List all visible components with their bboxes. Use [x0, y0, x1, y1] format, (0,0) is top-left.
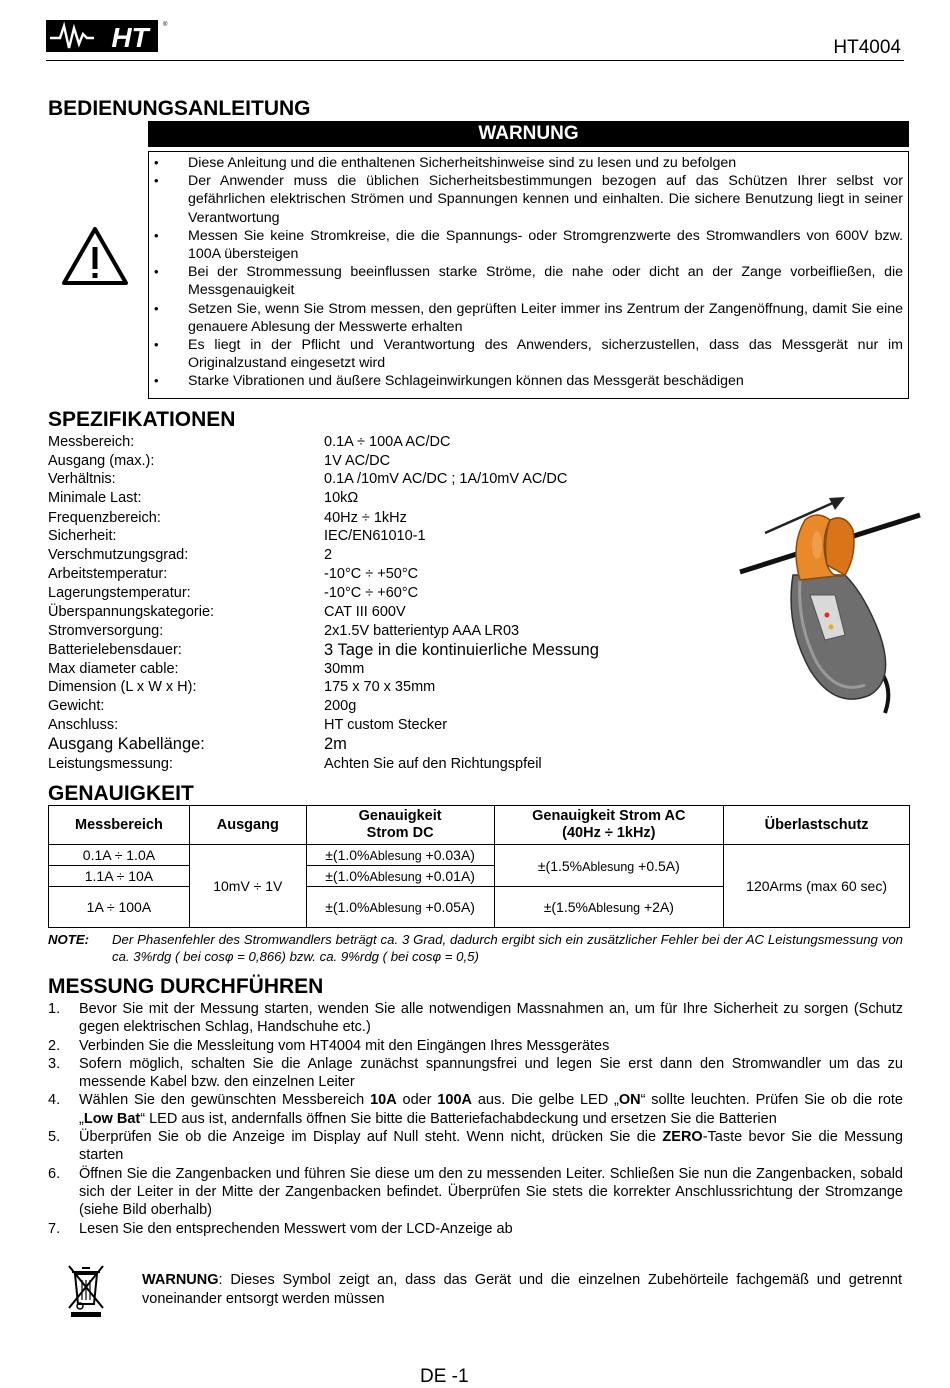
header-dc: Genauigkeit Strom DC: [306, 806, 494, 845]
procedure-step: [48, 1055, 903, 1092]
spec-value: 200g: [324, 698, 357, 714]
step-bold: ON: [618, 1092, 641, 1109]
ac-accuracy-cell: [494, 845, 724, 887]
spec-key: Anschluss:: [48, 717, 119, 733]
spec-key: Ausgang Kabellänge:: [48, 735, 205, 753]
spec-key: Batterielebensdauer:: [48, 642, 182, 658]
spec-value: 1V AC/DC: [324, 453, 391, 469]
dc-mid: Ablesung: [369, 901, 422, 915]
step-number: 5.: [48, 1129, 61, 1146]
spec-key: Verhältnis:: [48, 471, 116, 487]
disposal-warning: [142, 1271, 902, 1308]
warning-triangle-icon: [60, 225, 130, 287]
spec-key: Minimale Last:: [48, 490, 142, 506]
step-text: Verbinden Sie die Messleitung vom HT4004 mit den Eingängen Ihres Messgerätes: [79, 1037, 610, 1054]
step-text: Lesen Sie den entsprechenden Messwert vom der LCD-Anzeige ab: [79, 1220, 513, 1237]
page-number: DE -1: [420, 1366, 469, 1387]
procedure-steps: [48, 1000, 903, 1238]
warning-item: • Messen Sie keine Stromkreise, die die Spannungs- oder Stromgrenzwerte des Stromwandlers von 600V bzw. 100A übersteigen: [150, 227, 903, 263]
procedure-step: [48, 1091, 903, 1128]
spec-value: -10°C ÷ +50°C: [324, 566, 419, 582]
ac-mid: Ablesung: [582, 859, 635, 874]
step-bold: ZERO: [662, 1129, 703, 1146]
warning-item: • Es liegt in der Pflicht und Verantwortung des Anwenders, sicherzustellen, dass das Messgerät nur im Originalzustand eingesetzt wird: [150, 336, 903, 372]
table-header-row: [49, 806, 910, 845]
spec-value: Achten Sie auf den Richtungspfeil: [324, 756, 542, 772]
model-name: HT4004: [833, 37, 901, 58]
header-range: Messbereich: [49, 806, 190, 845]
dc-accuracy-cell: [306, 887, 494, 928]
procedure-step: [48, 1220, 903, 1238]
spec-value: 175 x 70 x 35mm: [324, 679, 436, 695]
disposal-label: WARNUNG: [142, 1272, 219, 1288]
step-number: 4.: [48, 1092, 61, 1109]
spec-value: CAT III 600V: [324, 604, 406, 620]
note: [48, 932, 903, 965]
accuracy-table: [48, 805, 910, 928]
spec-value: 3 Tage in die kontinuierliche Messung: [324, 641, 599, 659]
header-divider: [46, 60, 904, 61]
step-text: Sofern möglich, schalten Sie die Anlage zunächst spannungsfrei und legen Sie erst dann den Stromwandler um das zu messende Kabel bzw. den einzelnen Leiter: [79, 1055, 903, 1091]
step-text: oder: [396, 1092, 438, 1109]
dc-pre: ±(1.0%: [325, 868, 370, 884]
dc-pre: ±(1.0%: [325, 847, 370, 863]
step-text: -Taste bevor Sie die Messung starten: [79, 1129, 903, 1164]
spec-value: 2m: [324, 735, 347, 753]
warning-list: [150, 154, 903, 391]
dc-post: +0.05A): [421, 899, 475, 915]
page-title: BEDIENUNGSANLEITUNG: [48, 97, 311, 120]
ac-mid: Ablesung: [587, 901, 641, 915]
procedure-step: [48, 1000, 903, 1037]
spec-key: Verschmutzungsgrad:: [48, 547, 189, 563]
spec-key: Leistungsmessung:: [48, 756, 173, 772]
step-text: aus. Die gelbe LED „: [472, 1092, 619, 1109]
ht-logo: [46, 18, 168, 54]
spec-value: 0.1A /10mV AC/DC ; 1A/10mV AC/DC: [324, 471, 568, 487]
specs-title: SPEZIFIKATIONEN: [48, 408, 236, 431]
step-text: Öffnen Sie die Zangenbacken und führen Sie diese um den zu messenden Leiter. Schließen Sie nun die Zangenbacken, sobald sich der Leiter in der Mitte der Zangenbacken befindet. Überprüfen Sie stets die korrekter Anschlussrichtung der Stromzange (siehe Bild oberhalb): [79, 1165, 903, 1219]
step-text: “ sollte leuchten. Prüfen Sie ob die rote „: [79, 1092, 903, 1127]
procedure-step: [48, 1165, 903, 1220]
step-bold: Low Bat: [83, 1110, 141, 1127]
output-cell: 10mV ÷ 1V: [189, 845, 306, 928]
dc-accuracy-cell: [306, 845, 494, 866]
dc-mid: Ablesung: [369, 870, 422, 884]
note-label: NOTE:: [48, 932, 90, 947]
step-number: 3.: [48, 1055, 61, 1072]
current-clamp-illustration: [735, 485, 925, 715]
step-bold: 10A: [370, 1092, 397, 1109]
procedure-step: [48, 1037, 903, 1055]
ac-pre: ±(1.5%: [543, 899, 588, 915]
step-text: Bevor Sie mit der Messung starten, wenden Sie alle notwendigen Massnahmen an, um für Ihre Sicherheit zu sorgen (Schutz gegen elektrischen Schlag, Handschuhe etc.): [79, 1001, 903, 1036]
range-cell: 0.1A ÷ 1.0A: [49, 845, 190, 866]
spec-key: Überspannungskategorie:: [48, 604, 215, 620]
step-number: 6.: [48, 1165, 61, 1182]
logo-text: HT: [111, 22, 149, 53]
spec-key: Stromversorgung:: [48, 623, 164, 639]
spec-key: Messbereich:: [48, 434, 135, 450]
header-output: Ausgang: [189, 806, 306, 845]
spec-key: Lagerungstemperatur:: [48, 585, 191, 601]
warning-item: • Starke Vibrationen und äußere Schlageinwirkungen können das Messgerät beschädigen: [150, 372, 903, 390]
header-overload: Überlastschutz: [724, 806, 910, 845]
spec-value: 2: [324, 547, 333, 563]
spec-key: Arbeitstemperatur:: [48, 566, 168, 582]
dc-post: +0.01A): [421, 868, 475, 884]
spec-value: 40Hz ÷ 1kHz: [324, 510, 407, 526]
note-text: Der Phasenfehler des Stromwandlers beträgt ca. 3 Grad, dadurch ergibt sich ein zusätzlicher Fehler bei der AC Leistungsmessung von ca. 3%rdg ( bei cosφ = 0,866) bzw. ca. 9%rdg ( bei cosφ = 0,5): [112, 932, 903, 964]
spec-value: -10°C ÷ +60°C: [324, 585, 419, 601]
warning-heading: WARNUNG: [148, 121, 909, 147]
spec-value: 30mm: [324, 661, 365, 677]
weee-crossed-bin-icon: [66, 1262, 106, 1318]
warning-item: • Der Anwender muss die üblichen Sicherheitsbestimmungen bezogen auf das Schützen Ihrer selbst vor gefährlichen elektrischen Strömen und Spannungen kennen und einhalten. Die sichere Benutzung liegt in seiner Verantwortung: [150, 172, 903, 227]
accuracy-title: GENAUIGKEIT: [48, 782, 194, 805]
ac-pre: ±(1.5%: [537, 857, 583, 874]
spec-value: 0.1A ÷ 100A AC/DC: [324, 434, 451, 450]
spec-key: Sicherheit:: [48, 528, 117, 544]
procedure-title: MESSUNG DURCHFÜHREN: [48, 975, 324, 998]
step-text: “ LED aus ist, andernfalls öffnen Sie bitte die Batteriefachabdeckung und ersetzen Sie die Batterien: [140, 1110, 777, 1127]
procedure-step: [48, 1128, 903, 1165]
warning-item: • Diese Anleitung und die enthaltenen Sicherheitshinweise sind zu lesen und zu befolgen: [150, 154, 903, 172]
step-text: Überprüfen Sie ob die Anzeige im Display auf Null steht. Wenn nicht, drücken Sie die: [79, 1129, 663, 1146]
spec-value: HT custom Stecker: [324, 717, 448, 733]
spec-key: Gewicht:: [48, 698, 105, 714]
overload-cell: 120Arms (max 60 sec): [724, 845, 910, 928]
table-row: [49, 845, 910, 866]
warning-item: • Setzen Sie, wenn Sie Strom messen, den geprüften Leiter immer ins Zentrum der Zangenöffnung, damit Sie eine genauere Ablesung der Messwerte erhalten: [150, 300, 903, 336]
step-text: Wählen Sie den gewünschten Messbereich: [79, 1092, 371, 1109]
step-bold: 100A: [437, 1092, 473, 1109]
spec-value: 10kΩ: [324, 490, 359, 506]
ac-post: +2A): [640, 899, 674, 915]
range-cell: 1A ÷ 100A: [49, 887, 190, 928]
spec-value: IEC/EN61010-1: [324, 528, 426, 544]
header-ac: Genauigkeit Strom AC (40Hz ÷ 1kHz): [494, 806, 724, 845]
spec-key: Max diameter cable:: [48, 661, 179, 677]
spec-key: Dimension (L x W x H):: [48, 679, 197, 695]
range-cell: 1.1A ÷ 10A: [49, 866, 190, 887]
spec-value: 2x1.5V batterientyp AAA LR03: [324, 623, 520, 639]
dc-mid: Ablesung: [369, 849, 422, 863]
dc-pre: ±(1.0%: [325, 899, 370, 915]
spec-key: Ausgang (max.):: [48, 453, 155, 469]
step-number: 2.: [48, 1037, 61, 1054]
step-number: 1.: [48, 1001, 61, 1017]
warning-item: • Bei der Strommessung beeinflussen starke Ströme, die nahe oder dicht an der Zange vorbeifließen, die Messgenauigkeit: [150, 263, 903, 299]
spec-key: Frequenzbereich:: [48, 510, 161, 526]
step-number: 7.: [48, 1220, 61, 1237]
svg-text:®: ®: [163, 22, 168, 28]
disposal-text: : Dieses Symbol zeigt an, dass das Gerät und die einzelnen Zubehörteile fachgemäß und getrennt voneinander entsorgt werden müssen: [142, 1272, 902, 1307]
dc-post: +0.03A): [421, 847, 475, 863]
ac-post: +0.5A): [634, 857, 680, 874]
dc-accuracy-cell: [306, 866, 494, 887]
ac-accuracy-cell: [494, 887, 724, 928]
